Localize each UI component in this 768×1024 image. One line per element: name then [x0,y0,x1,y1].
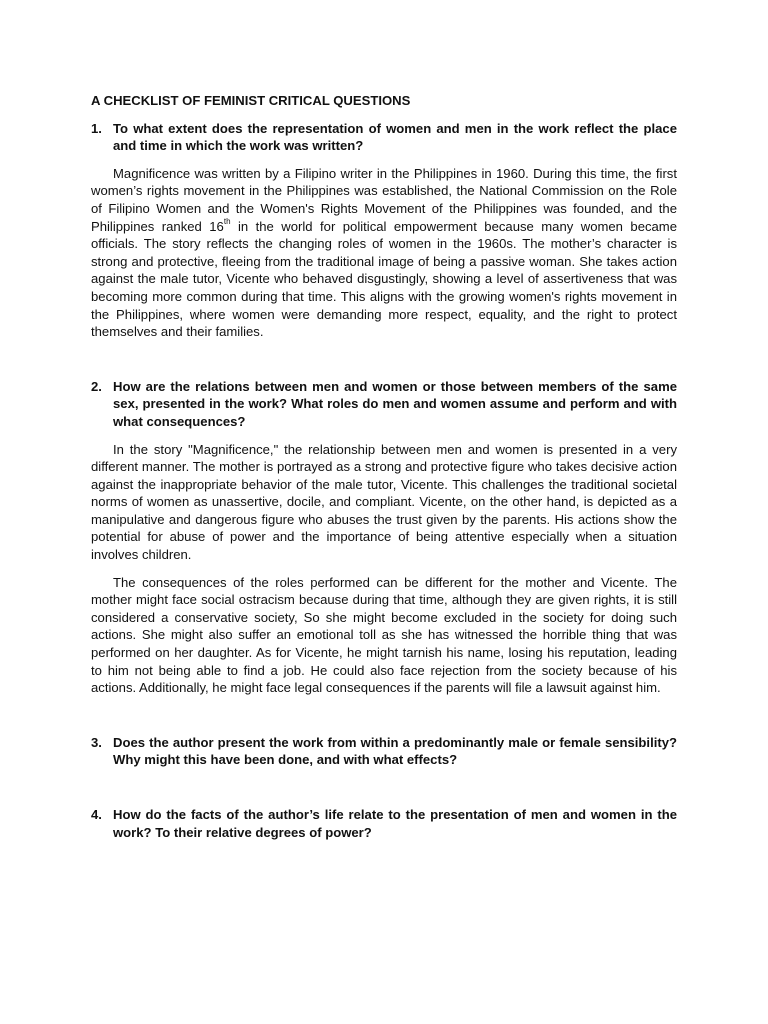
answer-1-text-start: Magnificence was written by a Filipino writer in the Philippines in 1960. During this time, the first women’s rights movement in the Philippines was established, the National Commission on the Role of Filipino Women and the Women's Rights Movement of the Philippines was founded, and the Philippines ranked 16 [91,165,677,234]
question-3-text: Does the author present the work from within a predominantly male or female sensibility? Why might this have been done, and with what effects? [113,734,677,768]
question-2-text: How are the relations between men and women or those between members of the same sex, presented in the work? What roles do men and women assume and perform and with what consequences? [113,378,677,429]
question-3 [91,734,677,769]
answer-2-paragraph-2: The consequences of the roles performed can be different for the mother and Vicente. The mother might face social ostracism because during that time, although they are given rights, it is still considered a conservative society, So she might become excluded in the society for doing such actions. She might also suffer an emotional toll as she has witnessed the horrible thing that was performed on her daughter. As for Vicente, he might tarnish his name, losing his reputation, leading to him not being able to find a job. He could also face rejection from the society because of his actions. Additionally, he might face legal consequences if the parents will file a lawsuit against him. [91,574,677,696]
document-page [91,92,677,841]
question-3-number: 3. [91,734,102,750]
ordinal-suffix: th [223,217,231,227]
question-2 [91,378,677,431]
question-1 [91,120,677,155]
question-1-number: 1. [91,120,102,136]
question-2-number: 2. [91,378,102,394]
question-1-text: To what extent does the representation of women and men in the work reflect the place and time in which the work was written? [113,120,677,154]
question-4-text: How do the facts of the author’s life relate to the presentation of men and women in the work? To their relative degrees of power? [113,807,677,840]
document-title: A CHECKLIST OF FEMINIST CRITICAL QUESTIONS [91,93,411,108]
answer-2-paragraph-1: In the story "Magnificence," the relationship between men and women is presented in a very different manner. The mother is portrayed as a strong and protective figure who takes decisive action against the inappropriate behavior of the male tutor, Vicente. This challenges the traditional societal norms of women as unassertive, docile, and compliant. Vicente, on the other hand, is depicted as a manipulative and dangerous figure who abuses the trust given by the parents. His actions show the potential for abuse of power and the importance of being attentive especially when a situation involves children. [91,441,677,563]
question-4-number: 4. [91,807,102,822]
answer-1-text-end: in the world for political empowerment because many women became officials. The story reflects the changing roles of women in the 1960s. The mother’s character is strong and protective, fleeing from the traditional image of being a passive woman. She takes action against the male tutor, Vicente who behaved disgustingly, showing a level of assertiveness that was becoming more common during that time. This aligns with the growing women's rights movement in the Philippines, where women were demanding more respect, equality, and the right to protect themselves and their families. [91,218,677,340]
question-4 [91,806,677,841]
answer-1-paragraph-1 [91,165,677,341]
